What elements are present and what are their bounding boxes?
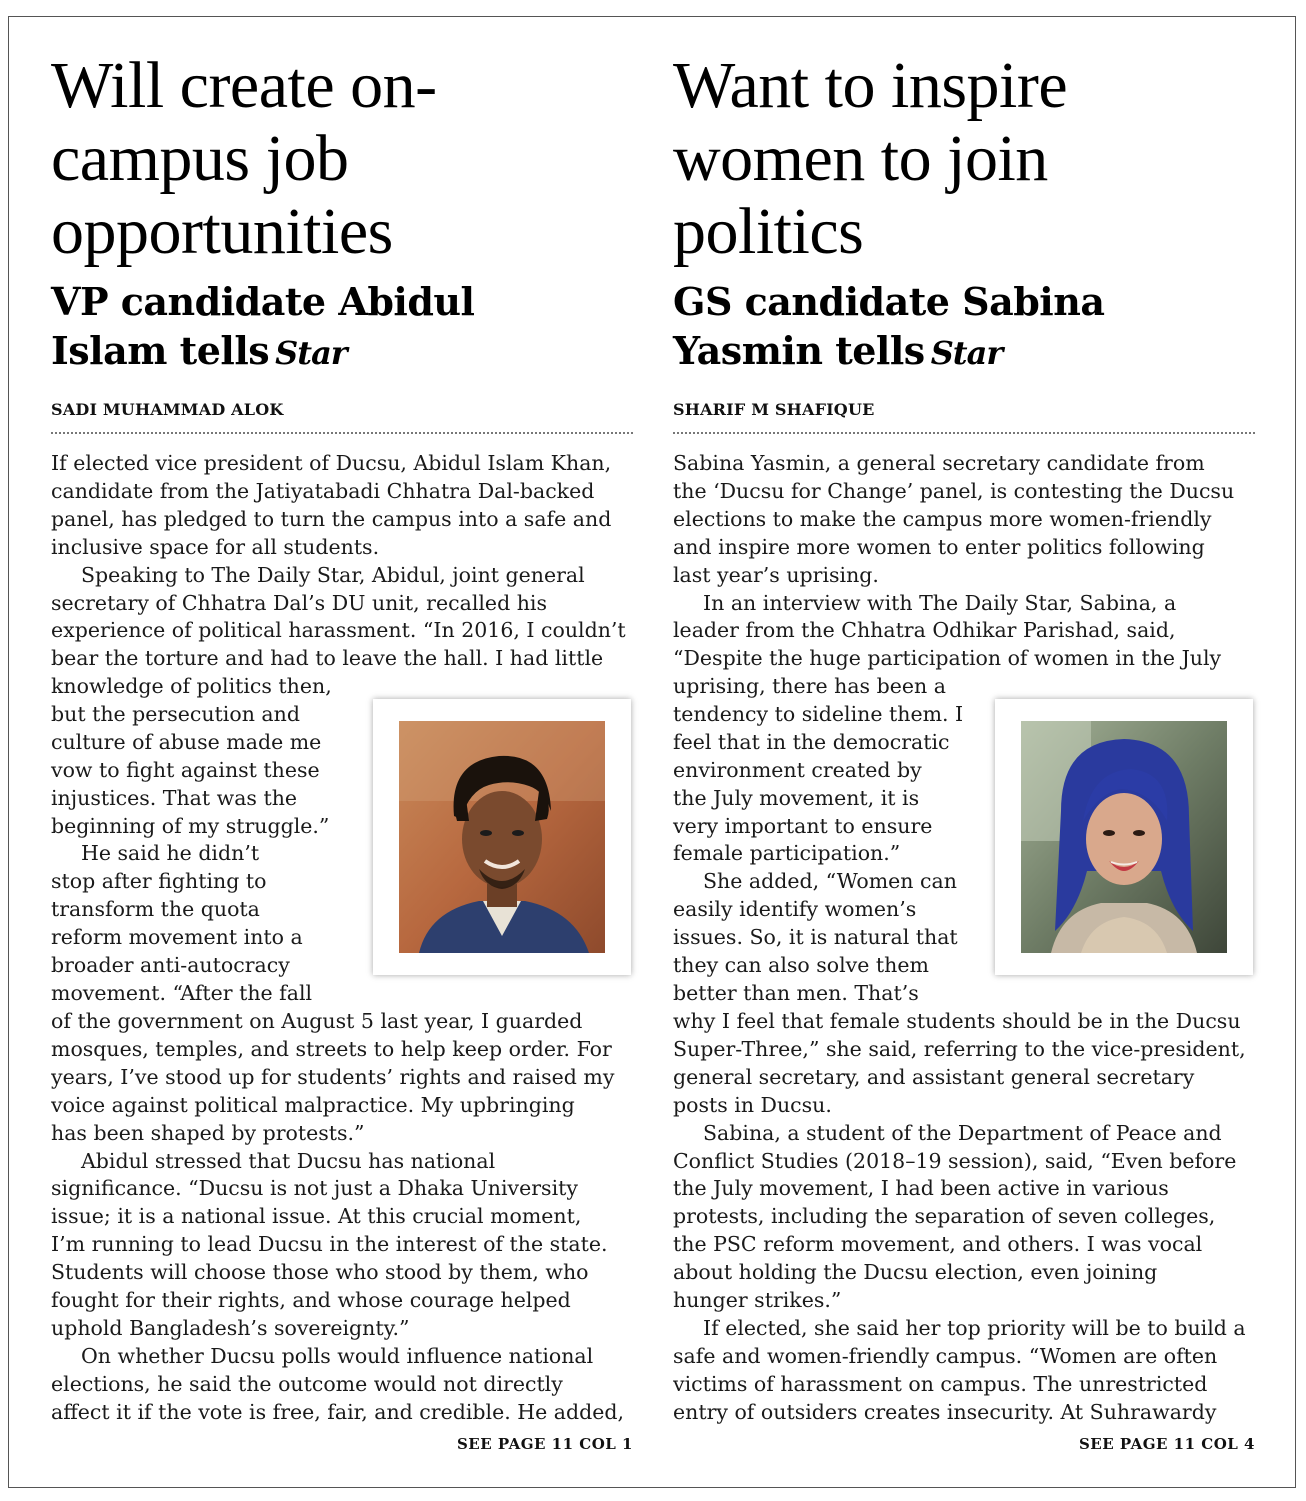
body-line: bear the torture and had to leave the hall. I had little [51,646,604,671]
body-line: injustices. That was the [51,785,298,810]
body-line: easily identify women’s [673,897,917,922]
portrait-photo [399,721,605,953]
body-line: knowledge of politics then, [51,674,332,698]
headline-line: campus job [51,122,349,195]
body-line: fought for their rights, and whose courage helped [51,1288,571,1313]
body-line: last year’s uprising. [673,562,879,587]
body-line: the PSC reform movement, and others. I was vocal [673,1232,1203,1257]
portrait-frame [995,699,1253,975]
body-line: In an interview with The Daily Star, Sabina, a [703,590,1177,615]
body-line: hunger strikes.” [673,1288,842,1313]
byline: SADI MUHAMMAD ALOK [51,400,284,419]
body-line: Abidul stressed that Ducsu has national [81,1148,496,1173]
body-line: If elected vice president of Ducsu, Abidul Islam Khan, [51,451,612,475]
subhead-line: GS candidate Sabina [673,279,1105,324]
body-line: victims of harassment on campus. The unrestricted [673,1371,1208,1396]
body-line: He said he didn’t [81,841,260,866]
body-line: very important to ensure [673,813,933,838]
body-bottom [673,1008,1255,1427]
body-wrap [51,673,349,1008]
body-wrap [673,673,971,1008]
body-line: stop after fighting to [51,869,267,894]
body-line: voice against political malpractice. My upbringing [51,1092,575,1117]
body-line: culture of abuse made me [51,729,322,754]
body-line: has been shaped by protests.” [51,1120,365,1145]
body-line: affect it if the vote is free, fair, and credible. He added, [51,1399,625,1424]
body-line: inclusive space for all students. [51,534,380,559]
body-line: years, I’ve stood up for students’ rights and raised my [51,1064,615,1089]
body-line: the July movement, it is [673,785,920,810]
body-line: secretary of Chhatra Dal’s DU unit, recalled his [51,590,547,615]
body-bottom [51,1008,633,1427]
subhead-line: Yasmin tells [673,328,925,373]
body-line: Sabina Yasmin, a general secretary candidate from [673,451,1205,475]
subhead-line-with-logo [51,326,633,378]
body-line: broader anti-autocracy [51,953,290,978]
body-top [673,450,1255,673]
body-line: Students will choose those who stood by them, who [51,1260,589,1285]
portrait-photo [1021,721,1227,953]
body-line: feel that in the democratic [673,729,950,754]
body-line: mosques, temples, and streets to help keep order. For [51,1036,612,1061]
subhead-line: Islam tells [51,328,270,373]
continuation-link[interactable]: SEE PAGE 11 COL 1 [456,1435,633,1453]
body-line: panel, has pledged to turn the campus into a safe and [51,506,612,531]
body-line: candidate from the Jatiyatabadi Chhatra Dal-backed [51,478,595,503]
headline-line: Want to inspire [673,49,1068,122]
body-line: On whether Ducsu polls would influence national [81,1343,594,1368]
body-line: elections, he said the outcome would not directly [51,1371,563,1396]
body-line: movement. “After the fall [51,980,313,1005]
body-line: significance. “Ducsu is not just a Dhaka University [51,1176,578,1201]
body-line: experience of political harassment. “In 2016, I couldn’t [51,618,626,643]
body-line: vow to fight against these [51,757,320,782]
body-line: Sabina, a student of the Department of Peace and [703,1120,1222,1145]
body-line: issue; it is a national issue. At this crucial moment, [51,1204,582,1229]
star-logo: Star [930,334,1003,372]
headline [673,49,1255,268]
body-line: She added, “Women can [703,869,957,894]
body-line: elections to make the campus more women-friendly [673,506,1212,531]
body-line: uprising, there has been a [673,674,946,698]
dotted-divider [673,432,1255,434]
headline-line: women to join [673,122,1048,195]
subhead-line-with-logo [673,326,1255,378]
portrait-abidul-image [399,721,605,953]
subheadline [51,277,633,378]
body-line: posts in Ducsu. [673,1092,832,1117]
body-line: but the persecution and [51,701,300,726]
body-line: Speaking to The Daily Star, Abidul, joint general [81,562,585,587]
headline-line: Will create on- [51,49,437,122]
portrait-frame [373,699,631,975]
dotted-divider [51,432,633,434]
portrait-sabina-image [1021,721,1227,953]
body-line: general secretary, and assistant general secretary [673,1064,1195,1089]
body-line: better than men. That’s [673,980,919,1005]
body-line: entry of outsiders creates insecurity. At Suhrawardy [673,1399,1217,1424]
body-line: safe and women-friendly campus. “Women are often [673,1343,1218,1368]
continuation-link[interactable]: SEE PAGE 11 COL 4 [1078,1435,1255,1453]
body-line: protests, including the separation of seven colleges, [673,1204,1216,1229]
subhead-line: VP candidate Abidul [51,279,475,324]
body-line: and inspire more women to enter politics following [673,534,1205,559]
body-line: they can also solve them [673,953,929,978]
body-line: transform the quota [51,897,260,922]
body-line: environment created by [673,757,922,782]
byline: SHARIF M SHAFIQUE [673,400,875,419]
body-line: If elected, she said her top priority will be to build a [703,1315,1246,1340]
newspaper-page [8,16,1296,1488]
headline-line: politics [673,195,864,268]
body-line: uphold Bangladesh’s sovereignty.” [51,1315,410,1340]
body-line: the July movement, I had been active in various [673,1176,1169,1201]
headline [51,49,633,268]
body-line: tendency to sideline them. I [673,701,964,726]
body-line: why I feel that female students should be in the Ducsu [673,1009,1241,1033]
body-line: leader from the Chhatra Odhikar Parishad, said, [673,618,1176,643]
body-line: the ‘Ducsu for Change’ panel, is contesting the Ducsu [673,478,1235,503]
body-line: “Despite the huge participation of women in the July [673,646,1222,671]
body-line: female participation.” [673,841,901,866]
body-line: Conflict Studies (2018–19 session), said, “Even before [673,1148,1237,1173]
star-logo: Star [275,334,347,372]
body-line: I’m running to lead Ducsu in the interest of the state. [51,1232,608,1257]
body-line: Super-Three,” she said, referring to the vice-president, [673,1036,1246,1061]
body-line: reform movement into a [51,925,303,950]
body-line: beginning of my struggle.” [51,813,330,838]
body-line: about holding the Ducsu election, even joining [673,1260,1158,1285]
body-line: issues. So, it is natural that [673,925,958,950]
headline-line: opportunities [51,195,393,268]
body-top [51,450,633,673]
subheadline [673,277,1255,378]
body-line: of the government on August 5 last year, I guarded [51,1009,583,1033]
